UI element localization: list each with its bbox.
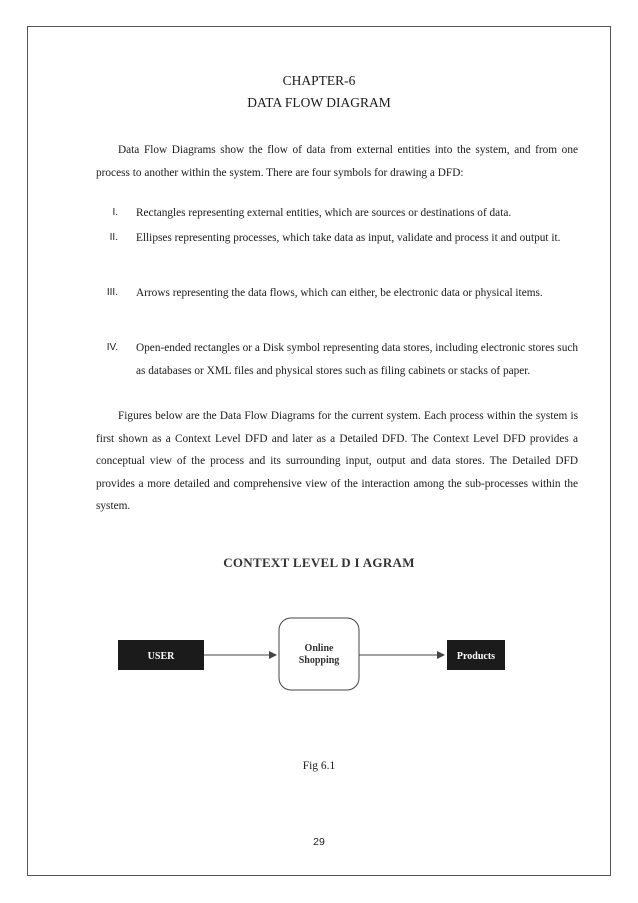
process-label-line1: Online [304,643,334,654]
description-paragraph [96,405,578,518]
context-diagram [96,580,536,695]
list-text: Ellipses representing processes, which take data as input, validate and process it and output it. [136,232,561,244]
list-number: IV. [106,342,118,353]
figure-caption: Fig 6.1 [302,760,336,772]
chapter-title: DATA FLOW DIAGRAM [247,95,391,110]
list-text: Rectangles representing external entities, which are sources or destinations of data. [136,207,512,219]
diagram-title: CONTEXT LEVEL D I AGRAM [223,555,415,570]
user-entity-label: USER [147,651,175,662]
list-text: Arrows representing the data flows, which can either, be electronic data or physical items. [136,287,543,299]
products-entity-label: Products [456,651,496,662]
page-number: 29 [313,836,325,848]
list-text: Open-ended rectangles or a Disk symbol representing data stores, including electronic stores such as databases or XML files and physical stores such as filing cabinets or stacks of paper. [136,342,579,377]
description-text: Figures below are the Data Flow Diagrams for the current system. Each process within the system is first shown as a Context Level DFD and later as a Detailed DFD. The Context Level DFD provides a conceptual view of the process and its surrounding input, output and data stores. The Detailed DFD provides a more detailed and comprehensive view of the interaction among the sub-processes within the system. [96,410,578,512]
process-box [279,618,359,690]
intro-paragraph [96,139,578,184]
list-number: III. [106,287,118,298]
chapter-heading: CHAPTER-6 [282,73,356,88]
list-number: I. [112,207,118,218]
process-label-line2: Shopping [298,655,340,666]
intro-text: Data Flow Diagrams show the flow of data from external entities into the system, and from one process to another within the system. There are four symbols for drawing a DFD: [96,144,578,179]
list-number: II. [109,232,118,243]
